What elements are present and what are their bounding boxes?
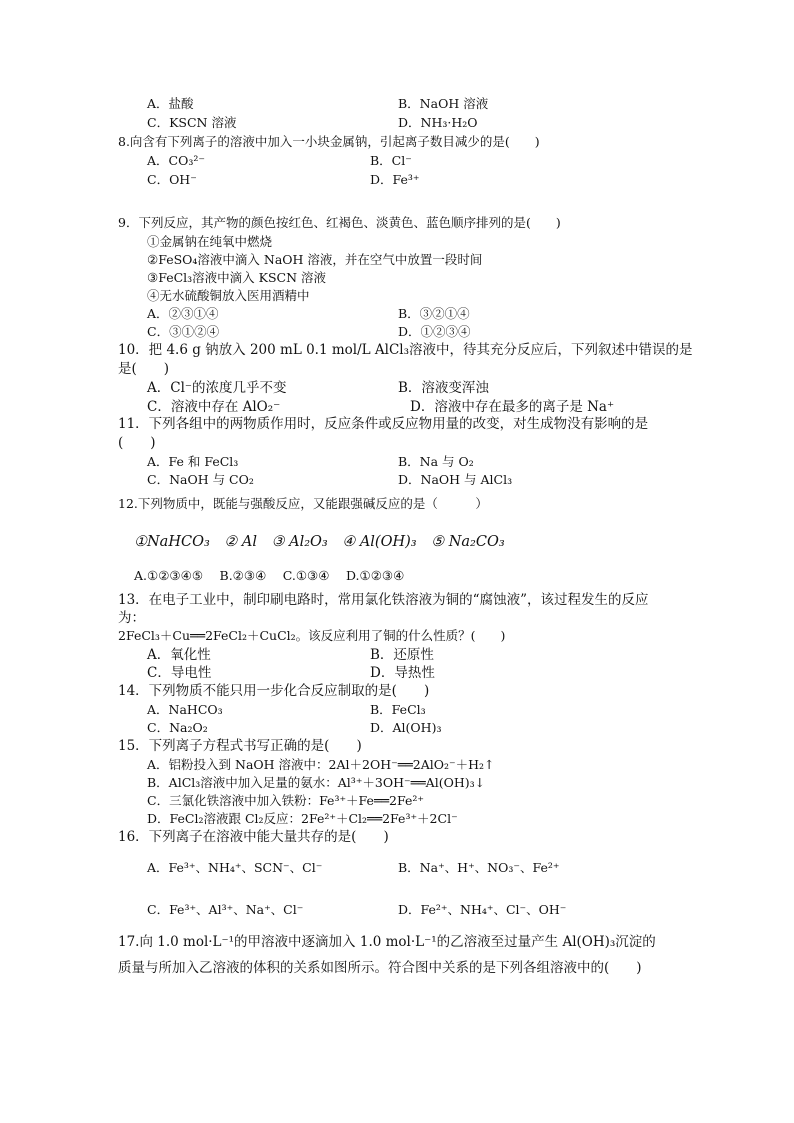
q13-stem-line-3: 2FeCl₃＋Cu══2FeCl₂＋CuCl₂。该反应利用了铜的什么性质？( ) [118,628,506,643]
q7-option-a: A．盐酸 [147,96,194,111]
q9-item-4: ④无水硫酸铜放入医用酒精中 [147,288,310,303]
q9-option-b: B．③②①④ [398,306,470,321]
q17-stem-line-1: 17.向 1.0 mol·L⁻¹的甲溶液中逐滴加入 1.0 mol·L⁻¹的乙溶液至过量产生 Al(OH)₃沉淀的 [118,934,656,950]
q16-option-b: B．Na⁺、H⁺、NO₃⁻、Fe²⁺ [398,860,560,875]
q10-option-b: B．溶液变浑浊 [398,380,489,396]
q7-option-d: D．NH₃·H₂O [398,115,478,130]
q14-option-d: D．Al(OH)₃ [370,720,442,735]
q14-option-c: C．Na₂O₂ [147,720,208,735]
q17-stem-line-2: 质量与所加入乙溶液的体积的关系如图所示。符合图中关系的是下列各组溶液中的( ) [118,960,642,976]
q13-stem-line-2: 为： [118,610,145,626]
q12-options: A.①②③④⑤ B.②③④ C.①③④ D.①②③④ [134,568,405,583]
q8-stem: 8.向含有下列离子的溶液中加入一小块金属钠，引起离子数目减少的是( ) [118,134,540,149]
q9-stem: 9．下列反应，其产物的颜色按红色、红褐色、淡黄色、蓝色顺序排列的是( ) [118,215,561,230]
q13-option-a: A．氧化性 [147,647,211,663]
q9-option-a: A．②③①④ [147,306,219,321]
q12-substance-list: ①NaHCO₃ ② Al ③ Al₂O₃ ④ Al(OH)₃ ⑤ Na₂CO₃ [134,534,505,550]
q16-stem: 16．下列离子在溶液中能大量共存的是( ) [118,829,389,845]
q10-stem-line-2: 是( ) [118,361,170,377]
q15-option-d: D．FeCl₂溶液跟 Cl₂反应：2Fe²⁺＋Cl₂══2Fe³⁺＋2Cl⁻ [147,811,458,826]
q13-option-d: D．导热性 [370,665,435,681]
q10-option-a: A．Cl⁻的浓度几乎不变 [147,380,287,396]
q16-option-c: C．Fe³⁺、Al³⁺、Na⁺、Cl⁻ [147,902,304,917]
q15-stem: 15．下列离子方程式书写正确的是( ) [118,738,362,754]
q9-item-3: ③FeCl₃溶液中滴入 KSCN 溶液 [147,270,327,285]
q14-option-b: B．FeCl₃ [370,702,426,717]
q15-option-a: A．铝粉投入到 NaOH 溶液中：2Al＋2OH⁻══2AlO₂⁻＋H₂↑ [147,757,495,772]
q9-item-1: ①金属钠在纯氧中燃烧 [147,234,273,249]
q11-stem-line-2: ( ) [118,435,156,451]
q7-option-b: B．NaOH 溶液 [398,96,489,111]
q9-item-2: ②FeSO₄溶液中滴入 NaOH 溶液，并在空气中放置一段时间 [147,252,483,267]
q11-option-b: B．Na 与 O₂ [398,454,474,469]
q16-option-d: D．Fe²⁺、NH₄⁺、Cl⁻、OH⁻ [398,902,567,917]
q10-option-c: C．溶液中存在 AlO₂⁻ [147,399,281,415]
q10-option-d: D．溶液中存在最多的离子是 Na⁺ [410,399,615,415]
q11-stem-line-1: 11．下列各组中的两物质作用时，反应条件或反应物用量的改变，对生成物没有影响的是 [118,416,649,432]
q13-option-c: C．导电性 [147,665,212,681]
q15-option-b: B．AlCl₃溶液中加入足量的氨水：Al³⁺＋3OH⁻══Al(OH)₃↓ [147,775,486,790]
q8-option-d: D．Fe³⁺ [370,172,420,187]
q15-option-c: C．三氯化铁溶液中加入铁粉：Fe³⁺＋Fe══2Fe²⁺ [147,793,424,808]
q8-option-c: C．OH⁻ [147,172,197,187]
q9-option-d: D．①②③④ [398,324,471,339]
q7-option-c: C．KSCN 溶液 [147,115,237,130]
q12-stem: 12.下列物质中，既能与强酸反应，又能跟强碱反应的是（ ） [118,496,488,511]
q13-stem-line-1: 13．在电子工业中，制印刷电路时，常用氯化铁溶液为铜的“腐蚀液”，该过程发生的反应 [118,592,649,608]
q8-option-b: B．Cl⁻ [370,153,412,168]
q11-option-a: A．Fe 和 FeCl₃ [147,454,239,469]
q9-option-c: C．③①②④ [147,324,220,339]
q11-option-c: C．NaOH 与 CO₂ [147,472,254,487]
q11-option-d: D．NaOH 与 AlCl₃ [398,472,513,487]
q14-stem: 14．下列物质不能只用一步化合反应制取的是( ) [118,683,430,699]
q8-option-a: A．CO₃²⁻ [147,153,205,168]
q13-option-b: B．还原性 [370,647,434,663]
q14-option-a: A．NaHCO₃ [147,702,223,717]
q16-option-a: A．Fe³⁺、NH₄⁺、SCN⁻、Cl⁻ [147,860,323,875]
q10-stem-line-1: 10．把 4.6 g 钠放入 200 mL 0.1 mol/L AlCl₃溶液中，待其充分反应后，下列叙述中错误的是 [118,342,693,358]
